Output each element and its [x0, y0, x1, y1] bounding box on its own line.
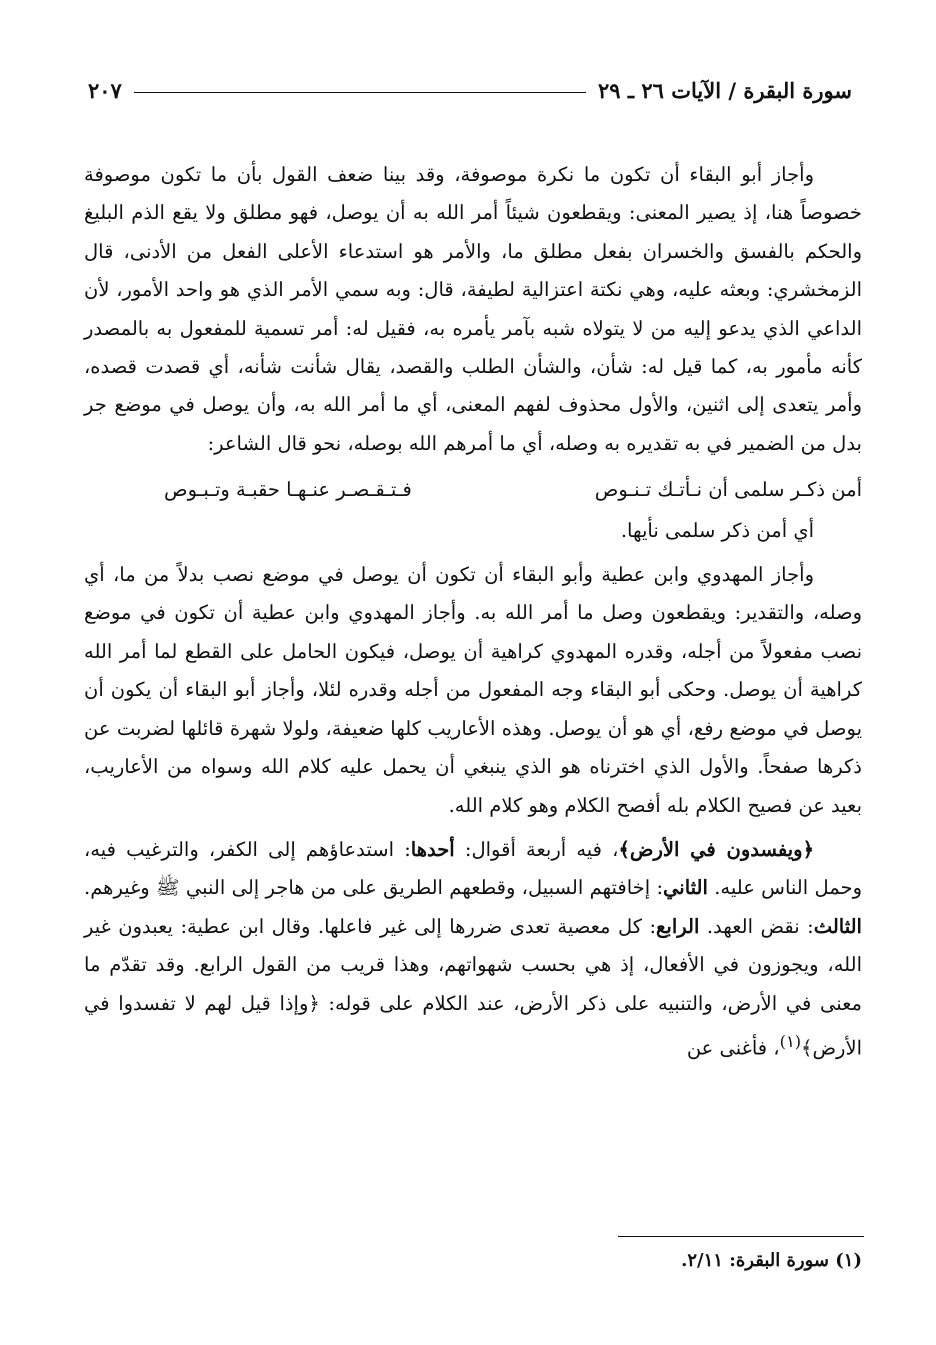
main-text: [84, 156, 862, 1068]
p3-text-f: ، فأغنى عن: [686, 1036, 780, 1060]
paragraph-1: وأجاز أبو البقاء أن تكون ما نكرة موصوفة، وقد بينا ضعف القول بأن ما تكون موصوفة خصوصاً هنا، إذ يصير المعنى: ويقطعون شيئاً أمر الله به أن يوصل، فهو مطلق ولا يقع الذم البليغ والحكم بالفسق والخسران بفعل مطلق ما، والأمر هو استدعاء الأعلى الفعل من الأدنى، قال الزمخشري: وبعثه عليه، وهي نكتة اعتزالية لطيفة، قال: وبه سمي الأمر الذي هو واحد الأمور، لأن الداعي الذي يدعو إليه من لا يتولاه شبه بآمر يأمره به، فقيل له: أمر تسمية للمفعول به بالمصدر كأنه مأمور به، كما قيل له: شأن، والشأن الطلب والقصد، يقال شأنت شأنه، أي قصدت قصده، وأمر يتعدى إلى اثنين، والأول محذوف لفهم المعنى، أي ما أمر الله به، وأن يوصل في موضع جر بدل من الضمير في به تقديره به وصله، أي ما أمرهم الله بوصله، نحو قال الشاعر:: [84, 163, 862, 455]
poem-verse: [84, 471, 862, 509]
p3-text-c: : إخافتهم السبيل، وقطعهم الطريق على من هاجر إلى النبي ﷺ وغيرهم.: [84, 876, 664, 900]
p3-text-a: ، فيه أربعة أقوال:: [454, 837, 619, 861]
footnote-ref: (١): [779, 1031, 802, 1051]
paragraph-3: [84, 831, 862, 1068]
header-rule: [134, 92, 586, 93]
poem-first-hemistich: أمن ذكـر سلمى أن نـأتـك تـنـوص: [594, 478, 862, 502]
opinion-label-2: الثاني: [663, 876, 708, 900]
p3-text-b: : استدعاؤهم إلى الكفر، والترغيب فيه، وحمل الناس عليه.: [84, 837, 862, 900]
footnote-rule: [618, 1236, 864, 1237]
page-header: [88, 78, 852, 103]
p3-text-d: : نقض العهد.: [699, 914, 814, 938]
opinion-label-1: أحدها: [410, 837, 455, 861]
running-title: سورة البقرة / الآيات ٢٦ ـ ٢٩: [597, 78, 852, 103]
p3-text-e: : كل معصية تعدى ضررها إلى غير فاعلها. وقال ابن عطية: يعبدون غير الله، ويجوزون في الأفعال، إذ هي بحسب شهواتهم، وهذا قريب من القول الرابع. وقد تقدّم ما معنى في الأرض، والتنبيه على ذكر الأرض، عند الكلام على قوله: ﴿وإذا قيل لهم لا تفسدوا في الأرض﴾: [84, 914, 862, 1060]
poem-gloss: أي أمن ذكر سلمى نأيها.: [620, 518, 814, 542]
quran-quote: ﴿ويفسدون في الأرض﴾: [618, 837, 814, 861]
poem-second-hemistich: فـتـقـصـر عنـهـا حقبـة وتـبـوص: [164, 478, 412, 502]
footnote: (١) سورة البقرة: ٢/١١.: [681, 1250, 862, 1271]
opinion-label-4: الرابع: [656, 914, 700, 938]
opinion-label-3: الثالث: [813, 914, 862, 938]
page-number: ٢٠٧: [88, 78, 122, 103]
paragraph-2: وأجاز المهدوي وابن عطية وأبو البقاء أن تكون أن يوصل في موضع نصب بدلاً من ما، أي وصله، والتقدير: ويقطعون وصل ما أمر الله به. وأجاز المهدوي وابن عطية أن تكون في موضع نصب مفعولاً من أجله، وقدره المهدوي كراهية أن يوصل، فيكون الحامل على القطع لما أمر الله كراهية أن يوصل. وحكى أبو البقاء وجه المفعول من أجله وقدره لئلا، وأجاز أبو البقاء أن يكون أن يوصل في موضع رفع، أي هو أن يوصل. وهذه الأعاريب كلها ضعيفة، ولولا شهرة قائلها لضربت عن ذكرها صفحاً. والأول الذي اخترناه هو الذي ينبغي أن يحمل عليه كلام الله وسواه من الأعاريب، بعيد عن فصيح الكلام بله أفصح الكلام وهو كلام الله.: [84, 563, 862, 817]
